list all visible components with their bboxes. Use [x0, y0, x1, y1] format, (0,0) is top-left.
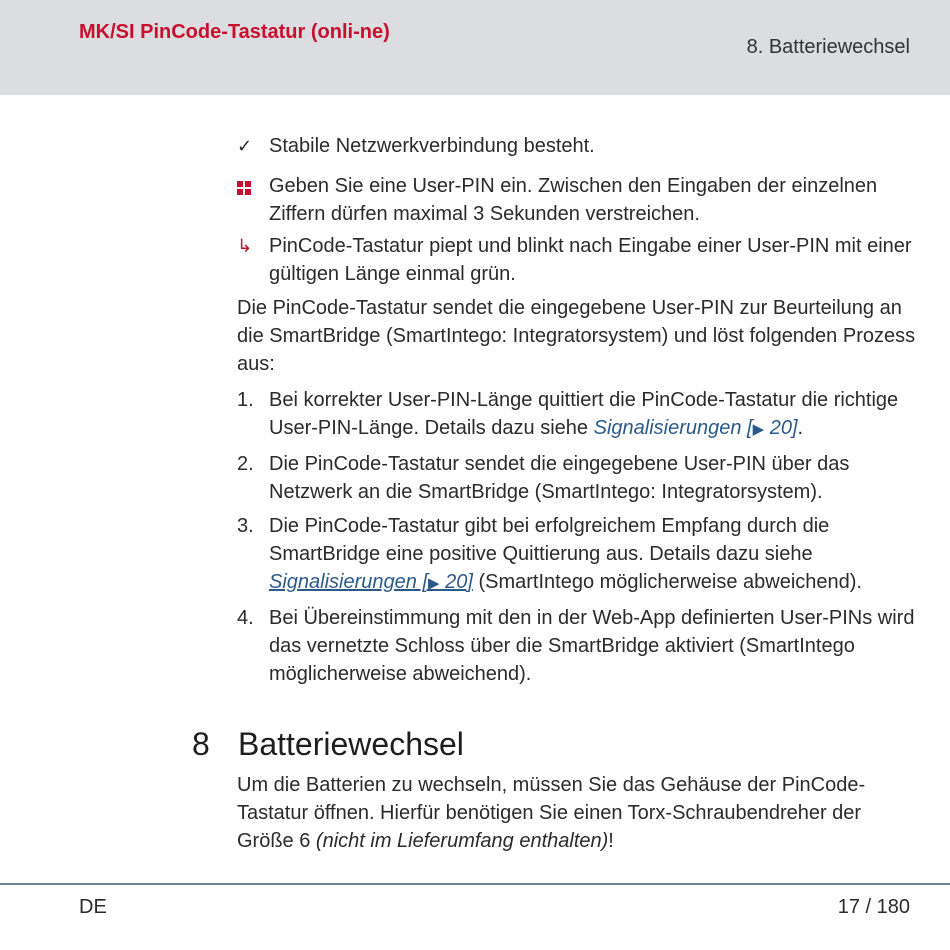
section-heading-text: Batteriewechsel — [238, 726, 464, 762]
cross-reference-link[interactable] — [594, 417, 798, 439]
step-text: Bei korrekter User-PIN-Länge quittiert die PinCode-Tastatur die richtige User-PIN-Länge. Details dazu siehe — [269, 389, 899, 439]
footer-divider — [0, 883, 950, 885]
link-page: 20] — [764, 417, 798, 439]
check-icon: ✓ — [237, 136, 253, 156]
section-paragraph-text: Um die Batterien zu wechseln, müssen Sie das Gehäuse der PinCode-Tastatur öffnen. Hierfür benötigen Sie einen Torx-Schraubendreher der Größe 6 — [237, 774, 866, 852]
step-text-end: . — [797, 417, 804, 439]
step-number: 1. — [237, 389, 254, 411]
main-content — [237, 132, 917, 688]
document-title: MK/SI PinCode-Tastatur (onli-ne) — [79, 21, 390, 43]
step-number: 4. — [237, 607, 254, 629]
intro-paragraph: Die PinCode-Tastatur sendet die eingegebene User-PIN zur Beurteilung an die SmartBridge (SmartIntego: Integratorsystem) und löst folgenden Prozess aus: — [237, 297, 916, 375]
step-item — [237, 450, 917, 506]
page-number: 17 / 180 — [837, 896, 910, 918]
step-text: Bei Übereinstimmung mit den in der Web-App definierten User-PINs wird das vernetzte Schloss über die SmartBridge aktiviert (SmartIntego möglicherweise abweichend). — [269, 607, 915, 685]
step-number: 3. — [237, 515, 254, 537]
step-item — [237, 512, 917, 598]
section-paragraph-italic: (nicht im Lieferumfang enthalten) — [315, 830, 609, 852]
footer-language: DE — [79, 896, 107, 918]
result-item-text: PinCode-Tastatur piept und blinkt nach Eingabe einer User-PIN mit einer gültigen Länge einmal grün. — [269, 235, 912, 285]
link-text: Signalisierungen [ — [593, 417, 753, 439]
cross-reference-link[interactable] — [269, 571, 473, 593]
triangle-right-icon: ▶ — [428, 575, 440, 592]
step-item — [237, 604, 917, 688]
step-item — [237, 386, 917, 444]
action-item — [237, 172, 917, 228]
result-arrow-icon: ↳ — [237, 236, 253, 256]
section-paragraph-end: ! — [608, 830, 614, 852]
link-page: 20] — [439, 571, 473, 593]
step-text: Die PinCode-Tastatur sendet die eingegebene User-PIN über das Netzwerk an die SmartBridge (SmartIntego: Integratorsystem). — [269, 453, 850, 503]
step-text-end: (SmartIntego möglicherweise abweichend). — [472, 571, 862, 593]
action-item-text: Geben Sie eine User-PIN ein. Zwischen den Eingaben der einzelnen Ziffern dürfen maximal 3 Sekunden verstreichen. — [269, 175, 878, 225]
page-header — [0, 0, 950, 95]
link-text: Signalisierungen [ — [269, 571, 428, 593]
step-text: Die PinCode-Tastatur gibt bei erfolgreichem Empfang durch die SmartBridge eine positive Quittierung aus. Details dazu siehe — [269, 515, 830, 565]
check-item-text: Stabile Netzwerkverbindung besteht. — [269, 135, 595, 157]
triangle-right-icon: ▶ — [752, 421, 765, 438]
step-number: 2. — [237, 453, 254, 475]
action-grid-icon — [237, 181, 251, 195]
check-item — [237, 132, 917, 160]
section-paragraph — [237, 771, 917, 855]
section-heading-number: 8 — [192, 726, 210, 762]
result-item — [237, 232, 917, 288]
running-section-title: 8. Batteriewechsel — [746, 36, 910, 58]
